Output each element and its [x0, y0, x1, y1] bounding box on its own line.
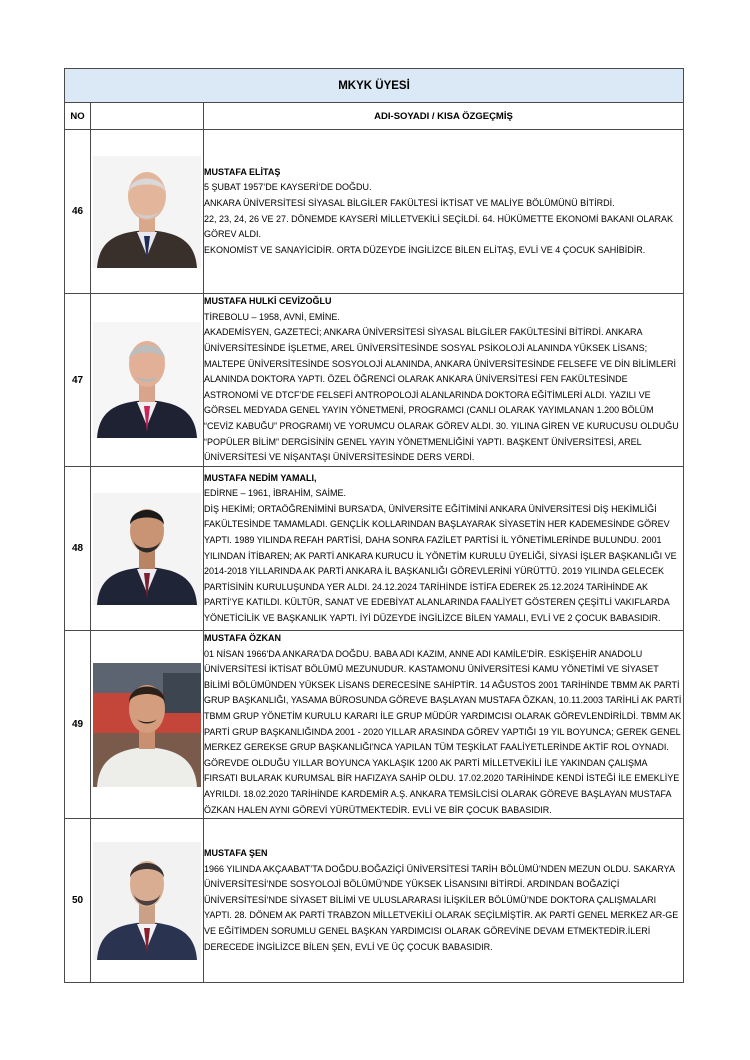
member-photo-cell	[91, 130, 204, 294]
member-bio-cell	[204, 294, 684, 467]
member-photo	[93, 663, 201, 787]
table-row	[65, 294, 684, 467]
member-photo	[93, 322, 201, 438]
member-photo	[93, 842, 201, 960]
member-number: 48	[65, 467, 91, 631]
member-number: 47	[65, 294, 91, 467]
member-name: MUSTAFA HULKİ CEVİZOĞLU	[204, 296, 332, 307]
table-row	[65, 130, 684, 294]
member-photo-cell	[91, 819, 204, 983]
member-bio: EDİRNE – 1961, İBRAHİM, SAİME. DİŞ HEKİMİ; ORTAÖĞRENİMİNİ BURSA’DA, ÜNİVERSİTE EĞİTİMİNİ ANKARA ÜNİVERSİTESİ DİŞ HEKİMLİĞİ FAKÜLTESİNDE TAMAMLADI. GENÇLİK KOLLARINDAN BAŞLAYARAK SİYASETİN HER KADEMESİNDE GÖREV YAPTI. 1989 YILINDA REFAH PARTİSİ, DAHA SONRA FAZİLET PARTİSİ İL YÖNETİMLERİNDE BULUNDU. 2001 YILINDAN İTİBAREN; AK PARTİ ANKARA KURUCU İL YÖNETİM KURULU ÜYELİĞİ, SİYASİ İŞLER BAŞKANLIĞI VE 2014-2018 YILLARINDA AK PARTİ ANKARA İL BAŞKANLIĞI GÖREVLERİNİ YÜRÜTTÜ. 2019 YILINDA GELECEK PARTİSİNİN KURULUŞUNDA YER ALDI. 24.12.2024 TARİHİNDE İSTİFA EDEREK 25.12.2024 TARİHİNDE AK PARTİ’YE KATILDI. KÜLTÜR, SANAT VE EDEBİYAT ALANLARINDA FAALİYET GÖSTEREN ÇEŞİTLİ VAKIFLARDA YÖNETİCİLİK VE BAŞKANLIK YAPTI. İYİ DÜZEYDE İNGİLİZCE BİLEN YAMALI, EVLİ VE 2 ÇOCUK BABASIDIR.	[204, 488, 677, 623]
member-bio: 5 ŞUBAT 1957’DE KAYSERİ’DE DOĞDU. ANKARA ÜNİVERSİTESİ SİYASAL BİLGİLER FAKÜLTESİ İKTİSAT VE MALİYE BÖLÜMÜNÜ BİTİRDİ. 22, 23, 24, 26 VE 27. DÖNEMDE KAYSERİ MİLLETVEKİLİ SEÇİLDİ. 64. HÜKÜMETTE EKONOMİ BAKANI OLARAK GÖREV ALDI. EKONOMİST VE SANAYİCİDİR. ORTA DÜZEYDE İNGİLİZCE BİLEN ELİTAŞ, EVLİ VE 4 ÇOCUK SAHİBİDİR.	[204, 182, 673, 255]
member-name: MUSTAFA ŞEN	[204, 848, 268, 859]
column-header-photo	[91, 103, 204, 130]
member-photo-cell	[91, 294, 204, 467]
portrait-icon	[93, 663, 201, 787]
portrait-icon	[93, 842, 201, 960]
table-row	[65, 467, 684, 631]
member-bio-cell	[204, 631, 684, 819]
member-bio: TİREBOLU – 1958, AVNİ, EMİNE. AKADEMİSYEN, GAZETECİ; ANKARA ÜNİVERSİTESİ SİYASAL BİLGİLER FAKÜLTESİNİ BİTİRDİ. ANKARA ÜNİVERSİTESİNDE İŞLETME, AREL ÜNİVERSİTESİNDE SOSYAL PSİKOLOJİ ALANINDA YÜKSEK LİSANS; MALTEPE ÜNİVERSİTESİNDE SOSYOLOJİ ALANINDA, ANKARA ÜNİVERSİTESİNDE FELSEFE VE DİN BİLİMLERİ ALANINDA DOKTORA YAPTI. ÖZEL ÖĞRENCİ OLARAK ANKARA ÜNİVERSİTESİ FEN FAKÜLTESİNDE ASTRONOMİ VE DTCF’DE FELSEFİ ANTROPOLOJİ ALANLARINDA DOKTORA EĞİTİMLERİ ALDI. YAZILI VE GÖRSEL MEDYADA GENEL YAYIN YÖNETMENİ, PROGRAMCI (CANLI OLARAK YAYIMLANAN 1.200 BÖLÜM “CEVİZ KABUĞU” PROGRAMI) VE YORUMCU OLARAK GÖREV ALDI. 30. YILINA GİREN VE KURUCUSU OLDUĞU “POPÜLER BİLİM” DERGİSİNİN GENEL YAYIN YÖNETMENLİĞİNİ YAPTI. BAŞKENT ÜNİVERSİTESİ, AREL ÜNİVERSİTESİ VE NİŞANTAŞI ÜNİVERSİTESİNDE DERS VERDİ.	[204, 311, 679, 463]
table-row	[65, 631, 684, 819]
portrait-icon	[93, 493, 201, 605]
member-name: MUSTAFA NEDİM YAMALI,	[204, 472, 317, 483]
column-header-no: NO	[65, 103, 91, 130]
member-number: 49	[65, 631, 91, 819]
member-bio-cell	[204, 819, 684, 983]
member-bio-cell	[204, 130, 684, 294]
table-row	[65, 819, 684, 983]
member-number: 46	[65, 130, 91, 294]
member-name: MUSTAFA ÖZKAN	[204, 633, 281, 643]
member-bio: 01 NİSAN 1966'DA ANKARA'DA DOĞDU. BABA ADI KAZIM, ANNE ADI KAMİLE'DİR. ESKİŞEHİR ANADOLU ÜNİVERSİTESİ İKTİSAT BÖLÜMÜ MEZUNUDUR. KASTAMONU ÜNİVERSİTESİ KAMU YÖNETİMİ VE SİYASET BİLİMİ BÖLÜMÜNDEN YÜKSEK LİSANS DERECESİNE SAHİPTİR. 14 AĞUSTOS 2001 TARİHİNDE TBMM AK PARTİ GRUP BAŞKANLIĞI, YASAMA BÜROSUNDA GÖREVE BAŞLAYAN MUSTAFA ÖZKAN, 10.11.2003 TARİHLİ AK PARTİ TBMM GRUP YÖNETİM KURULU KARARI İLE GRUP MÜDÜR YARDIMCISI OLARAK GÖREVLENDİRİLDİ. TBMM AK PARTİ GRUP BAŞKANLIĞINDA 2001 - 2020 YILLAR ARASINDA GÖREV YAPTIĞI 19 YIL BOYUNCA; GEREK GENEL MERKEZ GEREKSE GRUP BAŞKANLIĞI'NCA YAPILAN TÜM TEŞKİLAT FAALİYETLERİNDE AKTİF ROL OYNADI. GÖREVDE OLDUĞU YILLAR BOYUNCA YAKLAŞIK 1200 AK PARTİ MİLLETVEKİLİ İLE YAKINDAN ÇALIŞMA FIRSATI BULARAK KURUMSAL BİR HAFIZAYA SAHİP OLDU. 17.02.2020 TARİHİNDE KENDİ İSTEĞİ İLE EMEKLİYE AYRILDI. 18.02.2020 TARİHİNDE KARDEMİR A.Ş. ANKARA TEMSİLCİSİ OLARAK GÖREVE BAŞLAYAN MUSTAFA ÖZKAN HALEN AYNI GÖREVİ YÜRÜTMEKTEDİR. EVLİ VE BİR ÇOCUK BABASIDIR.	[204, 648, 682, 815]
portrait-icon	[93, 156, 201, 268]
member-photo	[93, 493, 201, 605]
portrait-icon	[93, 322, 201, 438]
member-bio-cell	[204, 467, 684, 631]
member-bio: 1966 YILINDA AKÇAABAT’TA DOĞDU.BOĞAZİÇİ ÜNİVERSİTESİ TARİH BÖLÜMÜ’NDEN MEZUN OLDU. SAKARYA ÜNİVERSİTESİ’NDE SOSYOLOJİ BÖLÜMÜ’NDE YÜKSEK LİSANSINI BİTİRDİ. ARDINDAN BOĞAZİÇİ ÜNİVERSİTESİ’NDE SİYASET BİLİMİ VE ULUSLARARASI İLİŞKİLER BÖLÜMÜ’NDE DOKTORA ÇALIŞMALARI YAPTI. 28. DÖNEM AK PARTİ TRABZON MİLLETVEKİLİ OLARAK SEÇİLMİŞTİR. AK PARTİ GENEL MERKEZ AR-GE VE EĞİTİMDEN SORUMLU GENEL BAŞKAN YARDIMCISI OLARAK GÖREVİNE DEVAM ETMEKTEDİR.İLERİ DERECEDE İNGİLİZCE BİLEN ŞEN, EVLİ VE ÜÇ ÇOCUK BABASIDIR.	[204, 863, 679, 952]
member-photo	[93, 156, 201, 268]
table-title: MKYK ÜYESİ	[65, 69, 684, 103]
member-photo-cell	[91, 631, 204, 819]
mkyk-member-table	[64, 68, 684, 983]
column-header-info: ADI-SOYADI / KISA ÖZGEÇMİŞ	[204, 103, 684, 130]
member-number: 50	[65, 819, 91, 983]
member-name: MUSTAFA ELİTAŞ	[204, 166, 281, 177]
member-photo-cell	[91, 467, 204, 631]
